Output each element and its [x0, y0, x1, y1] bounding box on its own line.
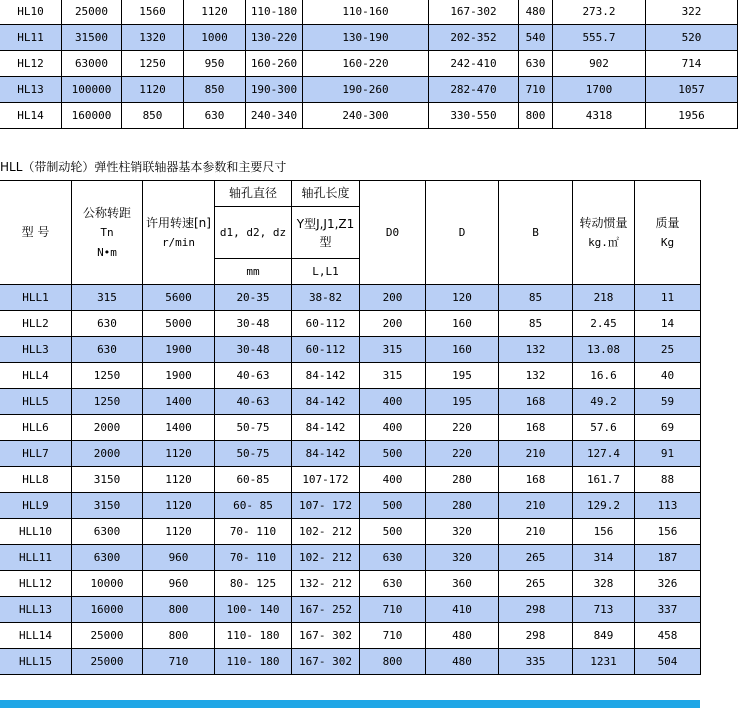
header-b: B	[499, 181, 573, 285]
table-cell: 2.45	[573, 311, 635, 337]
table-cell: 850	[184, 77, 246, 103]
table-cell: 1250	[72, 363, 143, 389]
table-cell: 156	[635, 519, 701, 545]
table-row	[0, 285, 701, 311]
table-cell: 25	[635, 337, 701, 363]
header-bore-diameter-symbols: d1, d2, dz	[215, 207, 292, 259]
table-cell: HLL10	[0, 519, 72, 545]
table-cell: 335	[499, 649, 573, 675]
table-cell: 1000	[184, 25, 246, 51]
table-cell: 1120	[184, 0, 246, 25]
top-spec-table	[0, 0, 738, 129]
table-cell: 200	[360, 311, 426, 337]
table-cell: 25000	[72, 649, 143, 675]
table-cell: 849	[573, 623, 635, 649]
table-cell: 282-470	[429, 77, 519, 103]
table-cell: 400	[360, 415, 426, 441]
table-cell: 800	[143, 597, 215, 623]
table-cell: HL13	[0, 77, 62, 103]
table-cell: 127.4	[573, 441, 635, 467]
table-cell: 328	[573, 571, 635, 597]
table-cell: 500	[360, 441, 426, 467]
table-caption: HLL（带制动轮）弹性柱销联轴器基本参数和主要尺寸	[0, 160, 287, 174]
table-row	[0, 389, 701, 415]
table-cell: HLL9	[0, 493, 72, 519]
table-cell: 400	[360, 467, 426, 493]
table-cell: 11	[635, 285, 701, 311]
table-cell: 110- 180	[215, 623, 292, 649]
table-cell: 85	[499, 285, 573, 311]
table-cell: HLL4	[0, 363, 72, 389]
table-cell: 220	[426, 415, 499, 441]
table-cell: 107-172	[292, 467, 360, 493]
table-cell: 1320	[122, 25, 184, 51]
table-cell: 280	[426, 467, 499, 493]
header-d0: D0	[360, 181, 426, 285]
table-cell: HLL15	[0, 649, 72, 675]
table-cell: 38-82	[292, 285, 360, 311]
bottom-accent-bar	[0, 700, 700, 708]
table-cell: 160	[426, 311, 499, 337]
header-bore-length: 轴孔长度	[292, 181, 360, 207]
header-bore-diameter-unit: mm	[215, 259, 292, 285]
table-cell: HLL6	[0, 415, 72, 441]
table-row	[0, 415, 701, 441]
table-cell: 100000	[62, 77, 122, 103]
table-cell: 320	[426, 545, 499, 571]
table-cell: 70- 110	[215, 545, 292, 571]
table-cell: 132- 212	[292, 571, 360, 597]
header-mass	[635, 181, 701, 285]
table-cell: 167-302	[429, 0, 519, 25]
table-cell: 242-410	[429, 51, 519, 77]
table-cell: 322	[646, 0, 738, 25]
table-row	[0, 363, 701, 389]
table-cell: 337	[635, 597, 701, 623]
table-cell: 710	[360, 597, 426, 623]
table-cell: 630	[360, 571, 426, 597]
table-cell: 60-85	[215, 467, 292, 493]
table-cell: 84-142	[292, 389, 360, 415]
table-cell: HL11	[0, 25, 62, 51]
table-cell: 63000	[62, 51, 122, 77]
table-cell: 1120	[143, 467, 215, 493]
table-cell: 13.08	[573, 337, 635, 363]
header-mass-unit: Kg	[660, 235, 675, 249]
table-cell: 960	[143, 571, 215, 597]
table-cell: 265	[499, 571, 573, 597]
table-cell: 630	[360, 545, 426, 571]
table-cell: 3150	[72, 467, 143, 493]
table-cell: 160-260	[246, 51, 303, 77]
table-cell: 102- 212	[292, 519, 360, 545]
table-cell: 1560	[122, 0, 184, 25]
table-cell: 49.2	[573, 389, 635, 415]
table-cell: 100- 140	[215, 597, 292, 623]
table-cell: 57.6	[573, 415, 635, 441]
header-inertia-label: 转动惯量	[579, 215, 628, 230]
table-cell: 500	[360, 493, 426, 519]
table-cell: 210	[499, 493, 573, 519]
table-cell: 314	[573, 545, 635, 571]
table-cell: 800	[143, 623, 215, 649]
table-cell: 800	[360, 649, 426, 675]
table-cell: 80- 125	[215, 571, 292, 597]
table-cell: 168	[499, 389, 573, 415]
table-cell: 714	[646, 51, 738, 77]
table-cell: 1120	[143, 519, 215, 545]
table-cell: 30-48	[215, 311, 292, 337]
table-cell: 1700	[553, 77, 646, 103]
header-speed-label: 许用转速[n]	[146, 215, 211, 230]
table-cell: 210	[499, 441, 573, 467]
table-cell: 850	[122, 103, 184, 129]
table-row	[0, 467, 701, 493]
table-cell: 16000	[72, 597, 143, 623]
table-cell: 1900	[143, 337, 215, 363]
header-torque-symbol: Tn	[100, 225, 114, 239]
table-cell: HLL11	[0, 545, 72, 571]
table-cell: 167- 302	[292, 649, 360, 675]
table-cell: 25000	[72, 623, 143, 649]
table-cell: 4318	[553, 103, 646, 129]
table-cell: 50-75	[215, 415, 292, 441]
table-cell: 713	[573, 597, 635, 623]
table-cell: 195	[426, 389, 499, 415]
table-cell: 85	[499, 311, 573, 337]
table-cell: 59	[635, 389, 701, 415]
table-cell: 280	[426, 493, 499, 519]
table-cell: 202-352	[429, 25, 519, 51]
table-cell: 167- 252	[292, 597, 360, 623]
table-cell: 360	[426, 571, 499, 597]
table-row	[0, 0, 738, 25]
header-bore-length-symbols: L,L1	[292, 259, 360, 285]
table-cell: 630	[72, 337, 143, 363]
table-cell: 1250	[122, 51, 184, 77]
table-cell: 800	[519, 103, 553, 129]
table-row	[0, 311, 701, 337]
table-cell: 60-112	[292, 311, 360, 337]
table-row	[0, 493, 701, 519]
header-bore-length-types: Y型J,J1,Z1型	[292, 207, 360, 259]
table-cell: 10000	[72, 571, 143, 597]
table-row	[0, 649, 701, 675]
table-cell: HL14	[0, 103, 62, 129]
table-cell: 630	[72, 311, 143, 337]
table-cell: 480	[426, 623, 499, 649]
table-cell: 210	[499, 519, 573, 545]
table-cell: 1120	[143, 493, 215, 519]
table-cell: 630	[519, 51, 553, 77]
table-cell: 400	[360, 389, 426, 415]
table-cell: 326	[635, 571, 701, 597]
table-cell: 500	[360, 519, 426, 545]
table-cell: 315	[360, 337, 426, 363]
table-row	[0, 519, 701, 545]
table-cell: HLL3	[0, 337, 72, 363]
table-cell: 504	[635, 649, 701, 675]
table-cell: 25000	[62, 0, 122, 25]
table-cell: 410	[426, 597, 499, 623]
table-cell: 91	[635, 441, 701, 467]
table-row	[0, 103, 738, 129]
table-cell: 69	[635, 415, 701, 441]
table-cell: 40	[635, 363, 701, 389]
header-allowed-speed	[143, 181, 215, 285]
table-cell: 315	[360, 363, 426, 389]
table-cell: 16.6	[573, 363, 635, 389]
table-cell: 960	[143, 545, 215, 571]
table-cell: 190-300	[246, 77, 303, 103]
header-inertia-unit: kg.㎡	[588, 235, 619, 249]
table-cell: 5000	[143, 311, 215, 337]
table-cell: 14	[635, 311, 701, 337]
header-model: 型 号	[0, 181, 72, 285]
table-cell: HL12	[0, 51, 62, 77]
table-row	[0, 441, 701, 467]
table-cell: 1057	[646, 77, 738, 103]
table-cell: 1231	[573, 649, 635, 675]
table-cell: 330-550	[429, 103, 519, 129]
table-cell: 458	[635, 623, 701, 649]
table-cell: 1120	[143, 441, 215, 467]
table-row	[0, 77, 738, 103]
table-cell: 1400	[143, 389, 215, 415]
table-cell: 950	[184, 51, 246, 77]
table-cell: HL10	[0, 0, 62, 25]
table-cell: 120	[426, 285, 499, 311]
table-cell: 320	[426, 519, 499, 545]
table-cell: 161.7	[573, 467, 635, 493]
table-cell: 2000	[72, 441, 143, 467]
table-cell: 156	[573, 519, 635, 545]
table-row	[0, 571, 701, 597]
table-cell: 6300	[72, 545, 143, 571]
table-cell: 110- 180	[215, 649, 292, 675]
table-cell: 630	[184, 103, 246, 129]
table-cell: 84-142	[292, 441, 360, 467]
table-cell: HLL13	[0, 597, 72, 623]
table-cell: 50-75	[215, 441, 292, 467]
header-inertia	[573, 181, 635, 285]
table-cell: 265	[499, 545, 573, 571]
table-cell: 40-63	[215, 363, 292, 389]
table-row	[0, 623, 701, 649]
table-cell: 220	[426, 441, 499, 467]
table-cell: 3150	[72, 493, 143, 519]
table-cell: 88	[635, 467, 701, 493]
table-cell: 132	[499, 363, 573, 389]
table-cell: 160	[426, 337, 499, 363]
header-nominal-torque	[72, 181, 143, 285]
table-row	[0, 337, 701, 363]
table-cell: 2000	[72, 415, 143, 441]
table-cell: 187	[635, 545, 701, 571]
table-cell: 1900	[143, 363, 215, 389]
table-cell: HLL12	[0, 571, 72, 597]
table-cell: 480	[426, 649, 499, 675]
header-torque-unit: N•m	[97, 245, 117, 259]
header-torque-label: 公称转距	[82, 205, 131, 220]
table-cell: HLL8	[0, 467, 72, 493]
table-cell: 102- 212	[292, 545, 360, 571]
table-row	[0, 545, 701, 571]
table-row	[0, 25, 738, 51]
table-cell: 70- 110	[215, 519, 292, 545]
table-cell: 113	[635, 493, 701, 519]
table-cell: 710	[143, 649, 215, 675]
table-cell: 190-260	[303, 77, 429, 103]
table-cell: 710	[360, 623, 426, 649]
table-row	[0, 51, 738, 77]
table-cell: 520	[646, 25, 738, 51]
table-cell: HLL14	[0, 623, 72, 649]
table-row	[0, 597, 701, 623]
table-cell: 710	[519, 77, 553, 103]
table-cell: 31500	[62, 25, 122, 51]
table-cell: 298	[499, 623, 573, 649]
header-mass-label: 质量	[655, 215, 680, 230]
header-bore-diameter: 轴孔直径	[215, 181, 292, 207]
table-cell: 107- 172	[292, 493, 360, 519]
table-cell: 110-160	[303, 0, 429, 25]
table-cell: 1250	[72, 389, 143, 415]
table-cell: HLL2	[0, 311, 72, 337]
table-cell: 5600	[143, 285, 215, 311]
table-cell: 315	[72, 285, 143, 311]
table-cell: 902	[553, 51, 646, 77]
table-cell: 6300	[72, 519, 143, 545]
table-cell: 218	[573, 285, 635, 311]
table-cell: 84-142	[292, 363, 360, 389]
table-cell: 200	[360, 285, 426, 311]
table-cell: 84-142	[292, 415, 360, 441]
table-cell: 60- 85	[215, 493, 292, 519]
table-cell: 60-112	[292, 337, 360, 363]
table-cell: 298	[499, 597, 573, 623]
table-cell: 110-180	[246, 0, 303, 25]
table-cell: HLL5	[0, 389, 72, 415]
table-cell: 1120	[122, 77, 184, 103]
table-cell: 240-340	[246, 103, 303, 129]
header-d: D	[426, 181, 499, 285]
table-cell: 168	[499, 467, 573, 493]
table-cell: HLL7	[0, 441, 72, 467]
table-cell: 480	[519, 0, 553, 25]
table-cell: 168	[499, 415, 573, 441]
table-cell: 540	[519, 25, 553, 51]
table-cell: 1400	[143, 415, 215, 441]
table-cell: 167- 302	[292, 623, 360, 649]
table-cell: 273.2	[553, 0, 646, 25]
table-cell: 240-300	[303, 103, 429, 129]
table-cell: 130-220	[246, 25, 303, 51]
table-cell: 132	[499, 337, 573, 363]
table-cell: 160000	[62, 103, 122, 129]
table-cell: 555.7	[553, 25, 646, 51]
table-cell: 160-220	[303, 51, 429, 77]
table-cell: 20-35	[215, 285, 292, 311]
table-cell: 129.2	[573, 493, 635, 519]
hll-spec-table	[0, 180, 701, 675]
table-cell: 30-48	[215, 337, 292, 363]
table-cell: 130-190	[303, 25, 429, 51]
table-cell: 40-63	[215, 389, 292, 415]
table-cell: HLL1	[0, 285, 72, 311]
table-cell: 1956	[646, 103, 738, 129]
table-cell: 195	[426, 363, 499, 389]
header-speed-unit: r/min	[161, 235, 196, 249]
